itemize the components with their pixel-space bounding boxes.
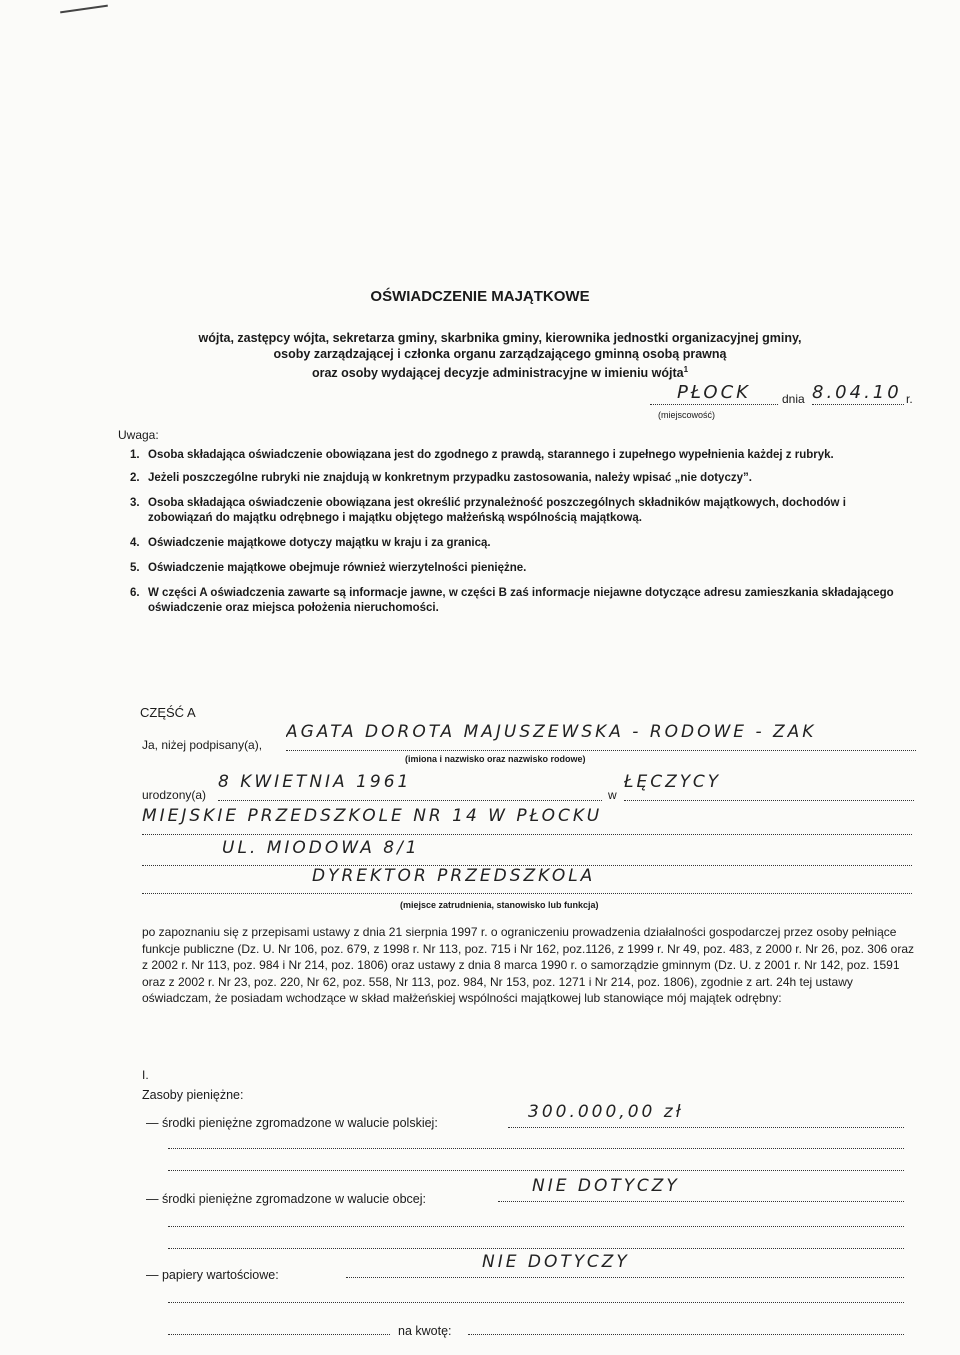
note-item bbox=[130, 536, 910, 551]
blank-line bbox=[168, 1158, 904, 1171]
blank-line bbox=[168, 1214, 904, 1227]
date-suffix: r. bbox=[906, 392, 913, 406]
uwaga-label: Uwaga: bbox=[118, 428, 159, 442]
born-place-value: ŁĘCZYCY bbox=[624, 772, 914, 801]
employment-line-3: DYREKTOR PRZEDSZKOLA bbox=[142, 866, 912, 894]
born-date-value: 8 KWIETNIA 1961 bbox=[218, 772, 602, 801]
note-item bbox=[130, 586, 910, 616]
note-item bbox=[130, 448, 910, 463]
note-text: Jeżeli poszczególne rubryki nie znajdują w konkretnym przypadku zastosowania, należy wpisać „nie dotyczy”. bbox=[148, 472, 752, 484]
note-number: 5. bbox=[130, 562, 140, 574]
note-number: 4. bbox=[130, 537, 140, 549]
securities-label: — papiery wartościowe: bbox=[146, 1268, 279, 1282]
footnote-marker: 1 bbox=[683, 365, 689, 374]
subtitle-line-2: osoby zarządzającej i członka organu zarządzającego gminną osobą prawną bbox=[273, 347, 727, 361]
money-foreign-label: — środki pieniężne zgromadzone w walucie obcej: bbox=[146, 1192, 427, 1206]
place-value: PŁOCK bbox=[650, 382, 778, 405]
document-subtitle bbox=[100, 330, 900, 381]
money-foreign-value: NIE DOTYCZY bbox=[498, 1176, 904, 1202]
blank-line bbox=[168, 1290, 904, 1303]
note-item bbox=[130, 561, 910, 576]
note-text: Oświadczenie majątkowe dotyczy majątku w kraju i za granicą. bbox=[148, 537, 491, 549]
note-text: Oświadczenie majątkowe obejmuje również wierzytelności pieniężne. bbox=[148, 562, 527, 574]
born-label: urodzony(a) bbox=[142, 788, 207, 802]
born-w-label: w bbox=[608, 788, 617, 802]
section-i-heading: I. bbox=[142, 1068, 149, 1082]
blank-line bbox=[168, 1136, 904, 1149]
document-title: OŚWIADCZENIE MAJĄTKOWE bbox=[370, 288, 590, 305]
note-text: Osoba składająca oświadczenie obowiązana jest do zgodnego z prawdą, starannego i zupełnego wypełnienia każdej z rubryk. bbox=[148, 449, 834, 461]
signatory-label: Ja, niżej podpisany(a), bbox=[142, 738, 263, 752]
note-text: W części A oświadczenia zawarte są informacje jawne, w części B zaś informacje niejawne dotyczące adresu zamieszkania składającego oświadczenie oraz miejsca położenia nieruchomości. bbox=[148, 587, 894, 614]
date-label: dnia bbox=[782, 392, 805, 406]
kwota-label: na kwotę: bbox=[398, 1324, 452, 1338]
signatory-value: AGATA DOROTA MAJUSZEWSKA - RODOWE - ZAK bbox=[286, 722, 916, 751]
date-value: 8.04.10 bbox=[812, 382, 904, 405]
employment-caption: (miejsce zatrudnienia, stanowisko lub funkcja) bbox=[400, 900, 599, 910]
note-number: 6. bbox=[130, 587, 140, 599]
note-number: 3. bbox=[130, 497, 140, 509]
employment-line-1: MIEJSKIE PRZEDSZKOLE NR 14 W PŁOCKU bbox=[142, 806, 912, 835]
money-pln-label: — środki pieniężne zgromadzone w walucie polskiej: bbox=[146, 1116, 438, 1130]
blank-line bbox=[168, 1236, 904, 1249]
note-item bbox=[130, 496, 910, 526]
securities-value: NIE DOTYCZY bbox=[346, 1252, 904, 1278]
subtitle-line-3: oraz osoby wydającej decyzje administracyjne w imieniu wójta$^1$ bbox=[311, 365, 689, 381]
money-pln-value: 300.000,00 zł bbox=[508, 1102, 904, 1128]
legal-text: po zapoznaniu się z przepisami ustawy z dnia 21 sierpnia 1997 r. o ograniczeniu prowadzenia działalności gospodarczej przez osoby pełniące funkcje publiczne (Dz. U. Nr 106, poz. 679, z 1998 r. Nr 113, poz. 715 i Nr 162, poz.1126, z 1999 r. Nr 49, poz. 483, z 2000 r. Nr 26, poz. 306 oraz z 2002 r. Nr 113, poz. 984 i Nr 214, poz. 1806) oraz ustawy z dnia 8 marca 1990 r. o samorządzie gminnym (Dz. U. z 2001 r. Nr 142, poz. 1591 oraz z 2002 r. Nr 23, poz. 220, Nr 62, poz. 558, Nr 113, poz. 984, Nr 153, poz. 1271 i Nr 214, poz. 1806), zgodnie z art. 24h tej ustawy oświadczam, że posiadam wchodzące w skład małżeńskiej wspólności majątkowej lub stanowiące mój majątek odrębny: bbox=[142, 925, 914, 1005]
note-number: 1. bbox=[130, 449, 140, 461]
employment-line-2: UL. MIODOWA 8/1 bbox=[142, 838, 912, 866]
section-a-heading: CZĘŚĆ A bbox=[140, 705, 196, 720]
note-number: 2. bbox=[130, 472, 140, 484]
notes-list bbox=[130, 448, 910, 616]
note-text: Osoba składająca oświadczenie obowiązana jest określić przynależność poszczególnych składników majątkowych, dochodów i zobowiązań do majątku odrębnego i majątku objętego małżeńską wspólnością majątkową. bbox=[148, 497, 846, 524]
zasoby-label: Zasoby pieniężne: bbox=[142, 1088, 244, 1102]
place-caption: (miejscowość) bbox=[658, 410, 716, 420]
note-item bbox=[130, 471, 910, 486]
subtitle-line-1: wójta, zastępcy wójta, sekretarza gminy, skarbnika gminy, kierownika jednostki organizacyjnej gminy, bbox=[198, 331, 802, 345]
name-caption: (imiona i nazwisko oraz nazwisko rodowe) bbox=[405, 754, 586, 764]
blank-line bbox=[168, 1322, 390, 1335]
kwota-value-line bbox=[468, 1322, 904, 1335]
scan-artifact bbox=[60, 5, 108, 14]
